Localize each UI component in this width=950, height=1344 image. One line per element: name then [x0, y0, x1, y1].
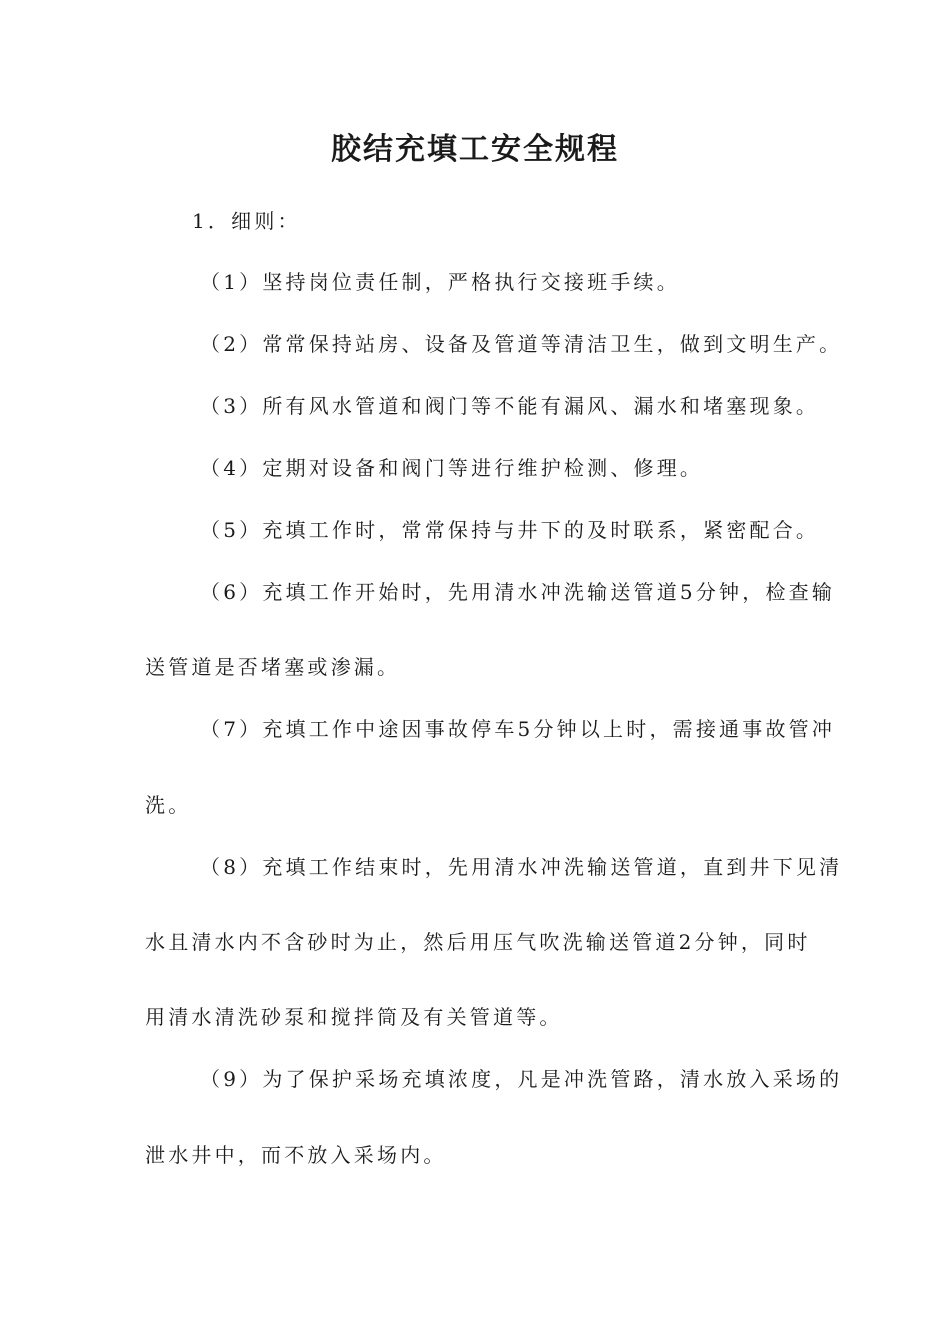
rule-line-8-cont-1: 水且清水内不含砂时为止，然后用压气吹洗输送管道2分钟，同时: [145, 930, 811, 954]
rule-line-9: （9）为了保护采场充填浓度，凡是冲洗管路，清水放入采场的: [200, 1067, 843, 1091]
rule-line-7-cont: 洗。: [145, 793, 192, 817]
rule-line-6-cont: 送管道是否堵塞或渗漏。: [145, 655, 401, 679]
rule-line-1: （1）坚持岗位责任制，严格执行交接班手续。: [200, 270, 680, 294]
rule-line-6: （6）充填工作开始时，先用清水冲洗输送管道5分钟，检查输: [200, 580, 836, 604]
rule-line-8: （8）充填工作结束时，先用清水冲洗输送管道，直到井下见清: [200, 855, 843, 879]
rule-line-7: （7）充填工作中途因事故停车5分钟以上时，需接通事故管冲: [200, 717, 836, 741]
rule-line-4: （4）定期对设备和阀门等进行维护检测、修理。: [200, 456, 704, 480]
rule-line-8-cont-2: 用清水清洗砂泵和搅拌筒及有关管道等。: [145, 1005, 563, 1029]
rule-line-2: （2）常常保持站房、设备及管道等清洁卫生，做到文明生产。: [200, 332, 843, 356]
section-heading: 1．细则：: [192, 209, 301, 233]
rule-line-3: （3）所有风水管道和阀门等不能有漏风、漏水和堵塞现象。: [200, 394, 820, 418]
rule-line-5: （5）充填工作时，常常保持与井下的及时联系，紧密配合。: [200, 518, 820, 542]
document-title: 胶结充填工安全规程: [331, 132, 619, 167]
rule-line-9-cont: 泄水井中，而不放入采场内。: [145, 1143, 447, 1167]
